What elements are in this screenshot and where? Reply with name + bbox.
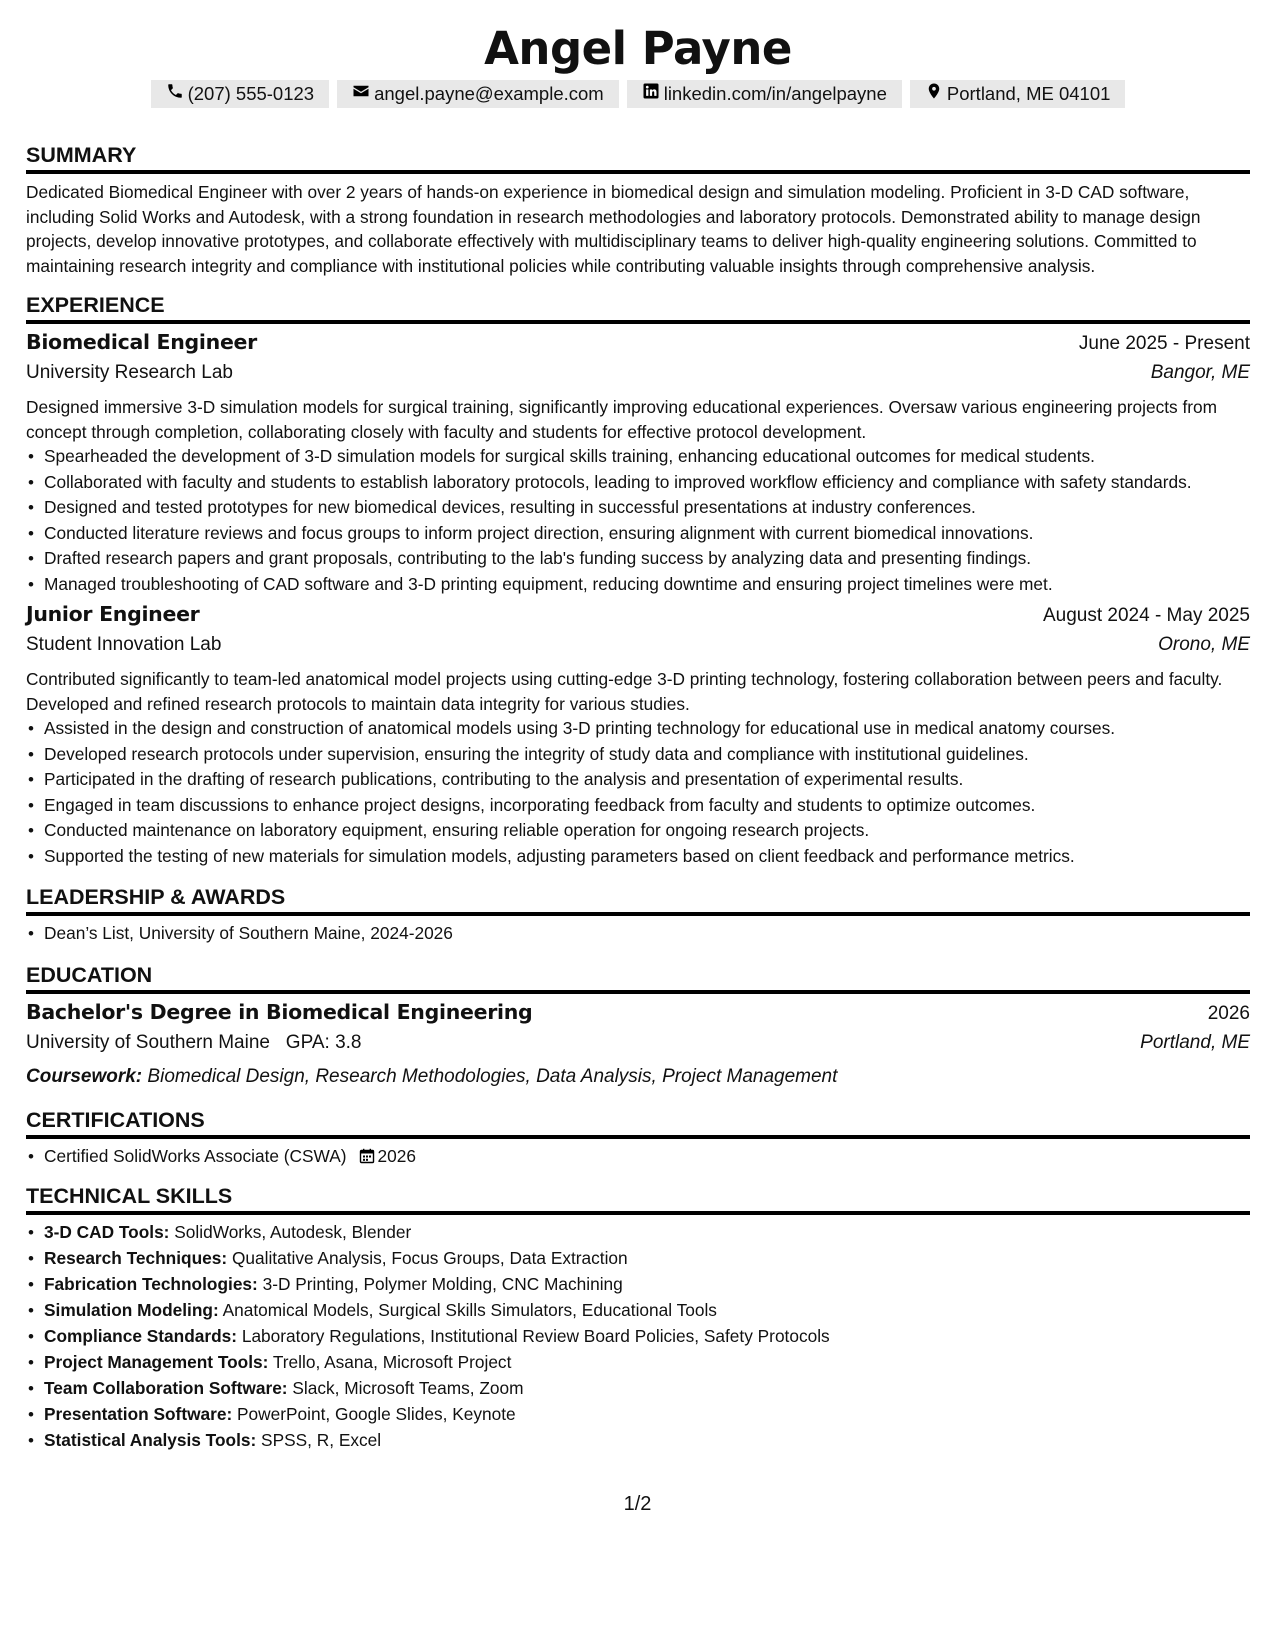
job-organization: University Research Lab (26, 362, 233, 383)
skill-label: 3-D CAD Tools: (44, 1222, 170, 1242)
coursework-text: Biomedical Design, Research Methodologies, Data Analysis, Project Management (147, 1065, 838, 1087)
skills-heading: TECHNICAL SKILLS (26, 1181, 1250, 1215)
skill-label: Simulation Modeling: (44, 1300, 219, 1320)
contact-bar (26, 80, 1250, 108)
leadership-section (26, 882, 1250, 946)
certifications-list (26, 1145, 1250, 1169)
candidate-name: Angel Payne (484, 22, 792, 75)
job-dates: August 2024 - May 2025 (1042, 605, 1250, 626)
page-number: 1/2 (623, 1493, 652, 1515)
certifications-section (26, 1105, 1250, 1169)
skill-label: Project Management Tools: (44, 1352, 269, 1372)
resume-page (26, 0, 1250, 1453)
map-pin-icon (925, 80, 943, 108)
job-entry (26, 602, 1250, 868)
leadership-list (26, 922, 1250, 946)
skill-label: Presentation Software: (44, 1404, 233, 1424)
skill-label: Compliance Standards: (44, 1326, 238, 1346)
job-location: Orono, ME (1158, 634, 1250, 655)
list-item (26, 1247, 1250, 1271)
skill-label: Team Collaboration Software: (44, 1378, 288, 1398)
school-location: Portland, ME (1140, 1031, 1250, 1053)
list-item: • Assisted in the design and construction of anatomical models using 3-D printing technology for educational use in medical anatomy courses. (26, 717, 1250, 741)
job-dates: June 2025 - Present (1078, 333, 1250, 354)
skill-value: Qualitative Analysis, Focus Groups, Data Extraction (231, 1248, 628, 1268)
skill-value: SPSS, R, Excel (261, 1430, 382, 1450)
skill-value: Laboratory Regulations, Institutional Review Board Policies, Safety Protocols (241, 1326, 830, 1346)
list-item (26, 1403, 1250, 1427)
list-item (26, 1299, 1250, 1323)
list-item (26, 1325, 1250, 1349)
school-name: University of Southern Maine (26, 1031, 270, 1053)
list-item: • Conducted literature reviews and focus groups to inform project direction, ensuring alignment with current biomedical innovations. (26, 522, 1250, 546)
list-item (26, 1273, 1250, 1297)
contact-location (910, 80, 1126, 108)
job-description: Designed immersive 3-D simulation models for surgical training, significantly improving educational experiences. Oversaw various engineering projects from concept through completion, collaborating closely with faculty and students for effective protocol development. (26, 397, 1218, 442)
skills-section (26, 1181, 1250, 1453)
envelope-icon (352, 80, 370, 108)
list-item: • Drafted research papers and grant proposals, contributing to the lab's funding success by analyzing data and presenting findings. (26, 547, 1250, 571)
graduation-year: 2026 (1207, 1002, 1250, 1024)
list-item (26, 1145, 1250, 1169)
summary-text: Dedicated Biomedical Engineer with over 2 years of hands-on experience in biomedical design and simulation modeling. Proficient in 3-D CAD software, including Solid Works and Autodesk, with a strong foundation in research methodologies and laboratory protocols. Demonstrated ability to manage design projects, develop innovative prototypes, and collaborate effectively with multidisciplinary teams to deliver high-quality engineering solutions. Committed to maintaining research integrity and compliance with institutional policies while contributing valuable insights through comprehensive analysis. (26, 182, 1201, 276)
skill-value: Slack, Microsoft Teams, Zoom (292, 1378, 524, 1398)
phone-text: (207) 555-0123 (187, 83, 315, 104)
linkedin-icon (642, 80, 660, 108)
skill-value: Trello, Asana, Microsoft Project (272, 1352, 512, 1372)
list-item: • Supported the testing of new materials for simulation models, adjusting parameters based on client feedback and performance metrics. (26, 845, 1250, 869)
job-organization: Student Innovation Lab (26, 634, 222, 655)
job-description: Contributed significantly to team-led anatomical model projects using cutting-edge 3-D printing technology, fostering collaboration between peers and faculty. Developed and refined research protocols to maintain data integrity for various studies. (26, 669, 1223, 714)
summary-section (26, 140, 1250, 278)
school-line (26, 1032, 361, 1054)
experience-section (26, 290, 1250, 868)
list-item: • Designed and tested prototypes for new biomedical devices, resulting in successful presentations at industry conferences. (26, 496, 1250, 520)
skill-value: SolidWorks, Autodesk, Blender (174, 1222, 412, 1242)
list-item: • Spearheaded the development of 3-D simulation models for surgical skills training, enhancing educational outcomes for medical students. (26, 445, 1250, 469)
contact-email[interactable] (337, 80, 619, 108)
degree-title: Bachelor's Degree in Biomedical Engineering (26, 999, 533, 1024)
job-title: Biomedical Engineer (26, 330, 257, 354)
education-section (26, 960, 1250, 1092)
coursework-label: Coursework: (26, 1065, 143, 1087)
job-entry (26, 330, 1250, 596)
skill-value: 3-D Printing, Polymer Molding, CNC Machining (262, 1274, 623, 1294)
list-item: • Managed troubleshooting of CAD software and 3-D printing equipment, reducing downtime and ensuring project timelines were met. (26, 573, 1250, 597)
contact-linkedin[interactable] (627, 80, 902, 108)
certifications-heading: CERTIFICATIONS (26, 1105, 1250, 1139)
job-bullets (26, 717, 1250, 868)
leadership-heading: LEADERSHIP & AWARDS (26, 882, 1250, 916)
summary-heading: SUMMARY (26, 140, 1250, 174)
list-item (26, 1429, 1250, 1453)
location-text: Portland, ME 04101 (946, 83, 1111, 104)
list-item: • Developed research protocols under supervision, ensuring the integrity of study data and compliance with institutional guidelines. (26, 743, 1250, 767)
phone-icon (166, 80, 184, 108)
list-item (26, 1377, 1250, 1401)
gpa: GPA: 3.8 (285, 1031, 362, 1053)
certification-year: 2026 (377, 1145, 416, 1166)
list-item: • Dean’s List, University of Southern Maine, 2024-2026 (26, 922, 1250, 946)
skill-label: Research Techniques: (44, 1248, 228, 1268)
skill-value: PowerPoint, Google Slides, Keynote (237, 1404, 516, 1424)
job-title: Junior Engineer (26, 602, 200, 626)
job-location: Bangor, ME (1150, 362, 1250, 383)
linkedin-text: linkedin.com/in/angelpayne (663, 83, 887, 104)
coursework-line (26, 1062, 1250, 1092)
job-bullets (26, 445, 1250, 596)
list-item: • Conducted maintenance on laboratory equipment, ensuring reliable operation for ongoing research projects. (26, 819, 1250, 843)
skill-value: Anatomical Models, Surgical Skills Simulators, Educational Tools (222, 1300, 717, 1320)
contact-phone[interactable] (151, 80, 330, 108)
email-text: angel.payne@example.com (374, 83, 604, 104)
experience-heading: EXPERIENCE (26, 290, 1250, 324)
list-item: • Participated in the drafting of research publications, contributing to the analysis and presentation of experimental results. (26, 768, 1250, 792)
calendar-icon (359, 1148, 375, 1164)
certification-name: • Certified SolidWorks Associate (CSWA) (44, 1145, 347, 1166)
skills-list (26, 1221, 1250, 1453)
education-heading: EDUCATION (26, 960, 1250, 994)
skill-label: Statistical Analysis Tools: (44, 1430, 257, 1450)
list-item: • Collaborated with faculty and students to establish laboratory protocols, leading to improved workflow efficiency and compliance with safety standards. (26, 471, 1250, 495)
list-item (26, 1221, 1250, 1245)
list-item (26, 1351, 1250, 1375)
skill-label: Fabrication Technologies: (44, 1274, 258, 1294)
list-item: • Engaged in team discussions to enhance project designs, incorporating feedback from faculty and students to optimize outcomes. (26, 794, 1250, 818)
